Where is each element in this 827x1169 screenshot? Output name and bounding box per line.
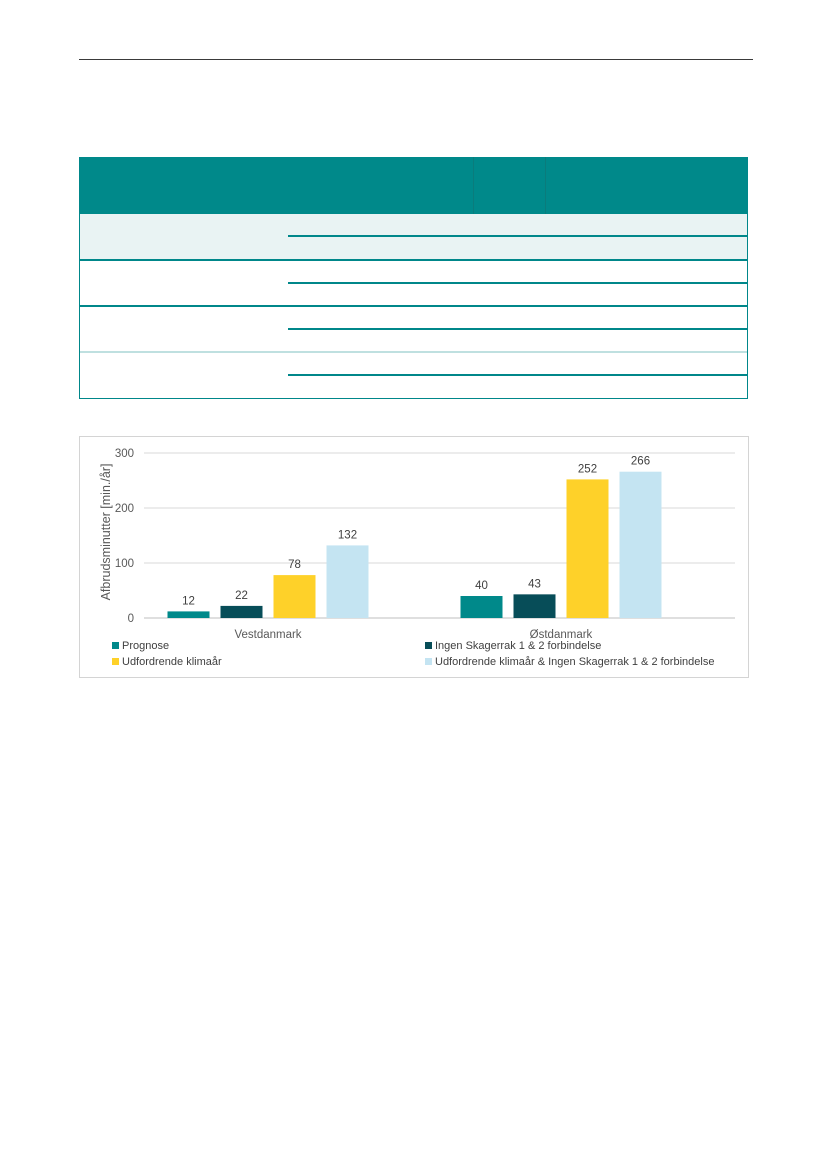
chart-legend [112,640,714,668]
y-axis-title: Afbrudsminutter [min./år] [99,463,113,601]
bar-value-label: 43 [528,578,541,591]
bar [168,611,210,618]
header-column-separator [473,157,474,214]
table-row-band [80,214,747,260]
y-tick-label: 100 [114,558,134,570]
y-axis-ticks [115,448,134,625]
table-row-divider [288,282,747,284]
legend-label: Udfordrende klimaår [122,656,222,668]
bar-value-label: 252 [577,463,598,476]
data-table [79,157,748,399]
legend-label: Udfordrende klimaår & Ingen Skagerrak 1 & 2 forbindelse [435,656,715,668]
y-tick-label: 300 [114,448,134,460]
table-row-divider [288,374,747,376]
table-group-divider [80,351,747,353]
x-category-label: Østdanmark [529,629,593,641]
bar-value-label: 78 [288,559,301,572]
chart-container [79,436,749,678]
header-column-separator [545,157,546,214]
bar-value-label: 132 [337,529,358,542]
bar-value-label: 22 [235,589,248,602]
legend-swatch [425,658,432,665]
legend-label: Ingen Skagerrak 1 & 2 forbindelse [435,640,602,652]
table-group-divider [80,305,747,307]
table-header [80,157,747,214]
bar [327,545,369,618]
x-category-label: Vestdanmark [234,629,302,641]
bar-value-label: 266 [630,455,651,468]
bar [620,472,662,618]
bar-value-label: 40 [475,580,488,592]
header-rule [79,59,753,60]
bar [514,594,556,618]
table-group-divider [80,259,747,261]
bar [461,596,503,618]
legend-swatch [425,642,432,649]
bar [567,479,609,618]
legend-label: Prognose [122,640,170,652]
y-tick-label: 0 [127,613,134,625]
table-row-divider [288,328,747,330]
y-tick-label: 200 [114,503,134,515]
table-row-divider [288,235,747,237]
legend-swatch [112,658,119,665]
bar [221,606,263,618]
bar [274,575,316,618]
legend-swatch [112,642,119,649]
bar-value-label: 12 [182,595,195,608]
bar-chart [80,437,750,679]
